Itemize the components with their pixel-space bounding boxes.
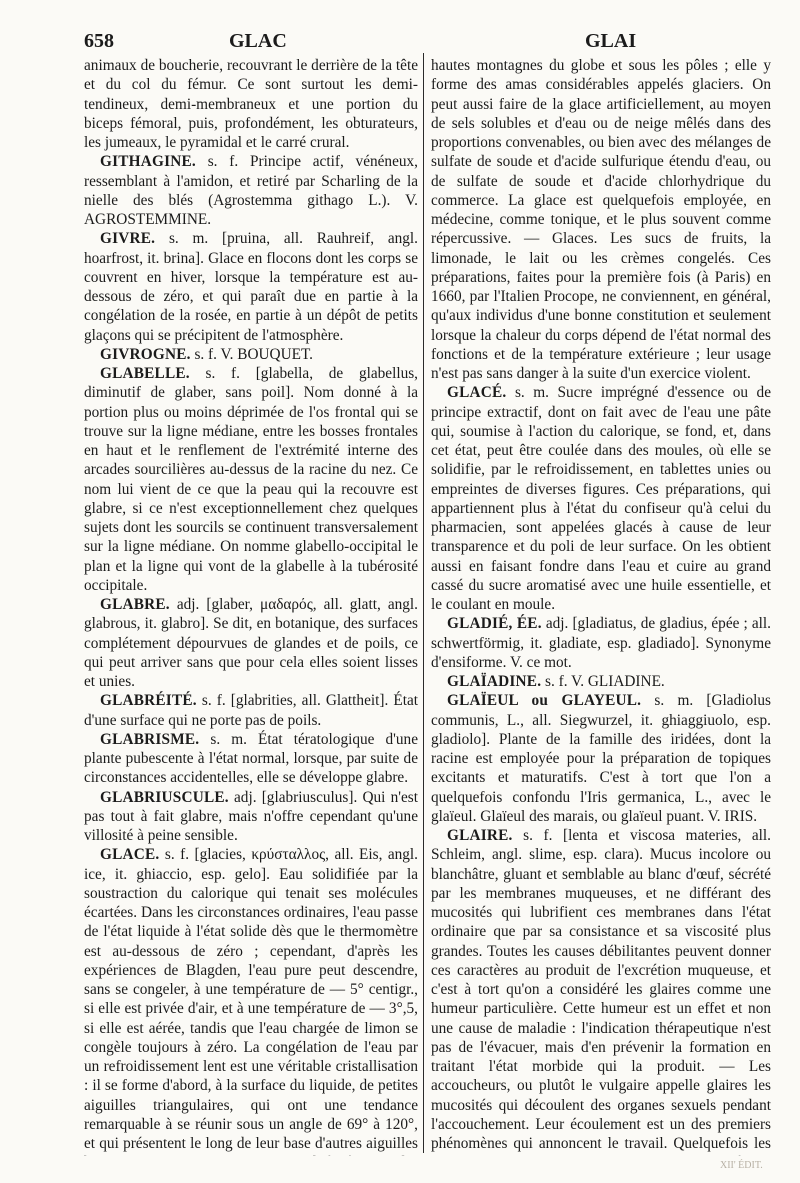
- entry-headword: GLABELLE.: [100, 365, 190, 382]
- entry-headword: GLABRÉITÉ.: [100, 692, 197, 710]
- entry-definition: adj. [glabriusculus]. Qui n'est pas tout à fait glabre, mais n'offre cependant qu'une villosité à peine sensible.: [84, 788, 418, 844]
- entry-definition: s. f. [glacies, κρύσταλλος, all. Eis, angl. ice, it. ghiaccio, esp. gelo]. Eau solidifiée par la soustraction du calorique qui tenait ses molécules écartées. Dans les circonstances ordinaires, l'eau passe de l'état liquide à l'état solide dès que le thermomètre est au-dessous de zéro ; cependant, d'après les expériences de Blagden, l'eau pure peut descendre, sans se congeler, à une température de — 5° centigr., si elle est privée d'air, et à une température de — 3°,5, si elle est aérée, tandis que l'eau chargée de limon se congèle toujours à zéro. La congélation de l'eau par un refroidissement lent est une véritable cristallisation : il se forme d'abord, à la surface du liquide, de petites aiguilles triangulaires, qui ont une tendance remarquable à se réunir sous un angle de 69° à 120°, et qui présentent le long de leur base d'autres aiguilles: [84, 846, 418, 1152]
- dictionary-entry: [84, 364, 418, 595]
- dictionary-entry: [84, 691, 418, 730]
- entry-definition: s. f. Principe actif, vénéneux, ressemblant à l'amidon, et retiré par Scharling de la nielle des blés (Agrostemma githago L.). V. AGROSTEMMINE.: [84, 153, 418, 228]
- dictionary-entry: [84, 152, 418, 229]
- entry-definition: adj. [glaber, μαδαρός, all. glatt, angl. glabrous, it. glabro]. Se dit, en botanique, des surfaces complétement dépourvues de glandes et de poils, ce qui peut arriver sans que pour cela elles soient lisses et unies.: [84, 596, 418, 690]
- right-guide-word: GLAI: [585, 30, 637, 52]
- dictionary-entry: [431, 826, 771, 1156]
- page-number: 658: [84, 30, 114, 52]
- entry-headword: GLABRE.: [100, 596, 170, 613]
- entry-definition: s. f. V. GLIADINE.: [541, 673, 665, 690]
- dictionary-entry: [431, 383, 771, 614]
- entry-headword: GLACÉ.: [447, 384, 507, 402]
- entry-definition: s. f. V. BOUQUET.: [190, 345, 314, 363]
- entry-definition: s. f. [glabella, de glabellus, diminutif de glaber, sans poil]. Nom donné à la portion plus ou moins déprimée de l'os frontal qui se trouve sur la ligne médiane, entre les bosses frontales en haut et le renflement de l'extrémité interne des arcades sourcilières au-dessus de la racine du nez. Ce nom lui vient de ce que la peau qui la recouvre est glabre, si ce n'est exceptionnellement chez quelques sujets dont les sourcils se continuent transversalement sur la ligne médiane. On nomme glabello-occipital le plan et la ligne qui vont de la glabelle à la tubérosité occipitale.: [84, 365, 418, 594]
- entry-definition: s. f. [glabrities, all. Glattheit]. État d'une surface qui ne porte pas de poils.: [84, 692, 418, 729]
- entry-definition: s. m. État tératologique d'une plante pubescente à l'état normal, lorsque, par suite de circonstances accidentelles, elle se développe glabre.: [84, 730, 418, 787]
- entry-headword: GIVRE.: [100, 230, 156, 248]
- entry-headword: GIVROGNE.: [100, 345, 191, 363]
- entry-headword: GLAIRE.: [447, 827, 513, 844]
- entry-definition: s. m. [pruina, all. Rauhreif, angl. hoarfrost, it. brina]. Glace en flocons dont les corps se couvrent en hiver, lorsque la température est au-dessous de zéro, et qui paraît due en partie à la congélation de la rosée, en partie à un dépôt de petits glaçons qui se précipitent de l'atmosphère.: [84, 230, 418, 344]
- dictionary-entry: [84, 229, 418, 345]
- continued-text: animaux de boucherie, recouvrant le derrière de la tête et du col du fémur. Ce sont surtout les demi-tendineux, demi-membraneux et une portion du biceps fémoral, puis, profondément, les obturateurs, les jumeaux, le pyramidal et le carré crural.: [84, 57, 418, 151]
- entry-headword: GLACE.: [100, 846, 160, 864]
- entry-definition: s. m. [Gladiolus communis, L., all. Siegwurzel, it. ghiaggiuolo, esp. gladiolo]. Plante de la famille des iridées, dont la racine est employée pour la préparation de topiques excitants et maturatifs. C'est à tort que l'on a quelquefois confondu l'Iris germanica, L., avec le glaïeul. Glaïeul des marais, ou glaïeul puant. V. IRIS.: [431, 692, 771, 825]
- entry-headword: GLABRIUSCULE.: [100, 788, 229, 806]
- dictionary-entry: [84, 730, 418, 788]
- dictionary-entry: [431, 672, 771, 691]
- entry-definition: s. m. Sucre imprégné d'essence ou de principe extractif, dont on fait avec de l'eau une pâte qui, soumise à l'action du calorique, se fond, et, dans cet état, peut être coulée dans des moules, où elle se solidifie, par le refroidissement, en tablettes unies ou empreintes de diverses figures. Ces préparations, qui appartiennent plus à l'état du confiseur qu'à celui du pharmacien, sont appelées glacés à cause de leur transparence et du poli de leur surface. On les obtient aussi en faisant fondre dans l'eau et cuire au grand cassé du sucre aromatisé avec une huile essentielle, et le coulant en moule.: [431, 384, 771, 613]
- entry-definition: s. f. [lenta et viscosa materies, all. Schleim, angl. slime, esp. clara). Mucus incolore ou blanchâtre, gluant et semblable au blanc d'œuf, sécrété par les membranes muqueuses, et ne différant des mucosités qui lubrifient ces membranes dans l'état ordinaire que par sa consistance et sa viscosité plus grandes. Toutes les causes débilitantes peuvent donner ces caractères au produit de l'excrétion muqueuse, et c'est à tort qu'on a considéré les glaires comme une humeur particulière. Cette humeur est un effet et non une cause de maladie : l'indication thérapeutique n'est pas de l'évacuer, mais d'en prévenir la formation en traitant l'état morbide qui la produit. — Les accoucheurs, ou plutôt le vulgaire appelle glaires les mucosités qui découlent des organes sexuels pendant l'accouchement. Leur écoulement est un des premiers phénomènes qui annoncent le travail. Quelquefois les: [431, 827, 771, 1152]
- footer-mark: XII' ÉDIT.: [720, 1160, 763, 1171]
- dictionary-entry: [431, 691, 771, 826]
- dictionary-entry: [431, 614, 771, 672]
- left-column: [84, 56, 418, 1156]
- column-divider: [423, 53, 424, 1153]
- entry-headword: GLABRISME.: [100, 730, 200, 748]
- entry-headword: GITHAGINE.: [100, 153, 196, 171]
- running-header: [0, 30, 800, 56]
- dictionary-entry: [84, 595, 418, 691]
- right-column: [431, 56, 771, 1156]
- dictionary-entry: [84, 345, 418, 364]
- left-guide-word: GLAC: [229, 30, 287, 52]
- dictionary-entry: [84, 845, 418, 1156]
- entry-headword: GLAÏEUL ou GLAYEUL.: [447, 692, 642, 710]
- entry-headword: GLADIÉ, ÉE.: [447, 615, 542, 633]
- dictionary-entry: [84, 788, 418, 846]
- entry-definition: adj. [gladiatus, de gladius, épée ; all. schwertförmig, it. gladiate, esp. gladiado]. Synonyme d'ensiforme. V. ce mot.: [431, 615, 771, 671]
- entry-headword: GLAÏADINE.: [447, 673, 542, 690]
- continued-text: hautes montagnes du globe et sous les pôles ; elle y forme des amas considérables appelés glaciers. On peut aussi faire de la glace artificiellement, au moyen de sels solubles et d'eau ou de neige mêlés dans des proportions convenables, ou bien avec des mélanges de sulfate de soude et d'acide sulfurique étendu d'eau, ou de sulfate de soude et d'acide chlorhydrique du commerce. La glace est quelquefois employée, en médecine, comme tonique, et le plus souvent comme répercussive. — Glaces. Les sucs de fruits, la limonade, le lait ou les crèmes congelés. Ces préparations, faites pour la première fois (à Paris) en 1660, par l'Italien Procope, ne conviennent, en général, qu'aux individus d'une bonne constitution et seulement lorsque la chaleur du corps dépend de l'état normal des fonctions et de la température extérieure ; leur usage n'est pas sans danger à la suite d'un exercice violent.: [431, 57, 771, 382]
